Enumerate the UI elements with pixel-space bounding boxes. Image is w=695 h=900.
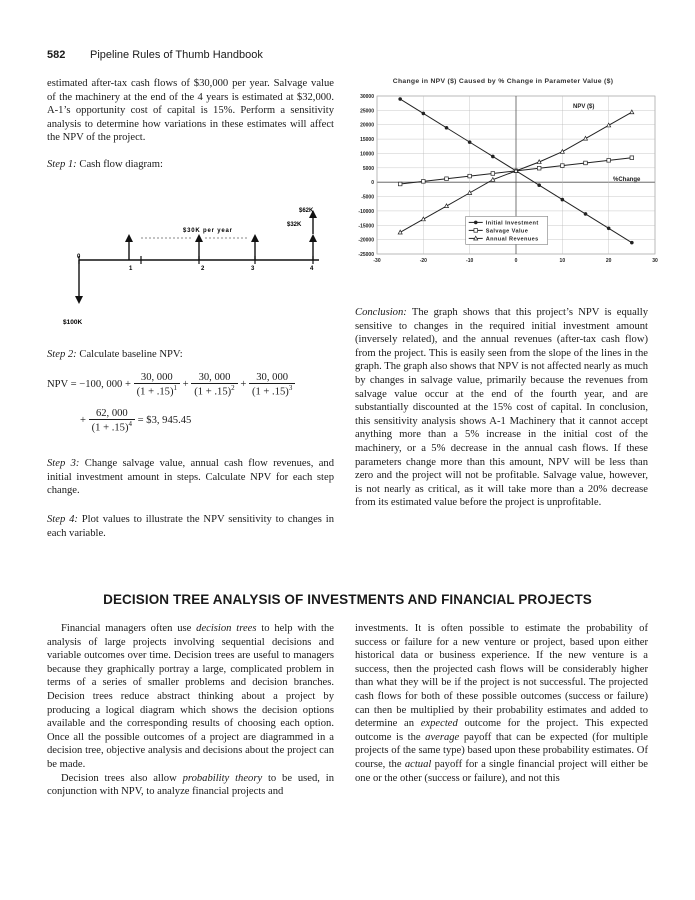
step3-paragraph [47,457,334,498]
step3-text: Change salvage value, annual cash flow revenues, and initial investment amount in steps. Calculate NPV for each step change. [47,458,335,497]
x-tick-label: -20 [419,258,427,264]
plus-sign: + [80,415,86,427]
arrowhead-down [75,296,83,304]
data-point-square [398,182,402,186]
y-tick-label: -15000 [358,223,374,230]
text-run: payoff for a single financial project will either be one or the other (success or failure), and not this [355,758,648,784]
npv-result: = $3, 945.45 [137,415,192,427]
arrowhead-up [125,234,133,242]
y-tick-label: -20000 [358,237,374,244]
npv-term-exponent: 1 [173,384,177,392]
plus-sign: + [182,379,189,391]
legend-label: Annual Revenues [485,236,539,243]
conclusion-paragraph [355,306,648,510]
y-tick-label: -10000 [358,208,374,215]
text-run: to be used, in conjunction with NPV, to analyze financial projects and [47,772,334,798]
y-tick-label: 30000 [360,94,374,100]
data-point-square [445,177,449,181]
legend-label: Initial Investment [485,220,539,227]
cash-flow-diagram [47,196,337,331]
x-tick-label: 30 [652,258,658,264]
legend-label: Salvage Value [485,228,529,235]
npv-formula-line2 [80,408,340,434]
initial-investment-label: $100K [63,319,83,326]
step4-label: Step 4: [47,514,78,525]
npv-term-3 [249,372,295,398]
step4-paragraph [47,513,334,540]
npv-term-exponent: 2 [231,384,235,392]
text-run: Financial managers often use [61,623,197,634]
data-point-square [474,229,478,233]
data-point-square [584,161,588,165]
data-point-square [561,164,565,168]
npv-lhs: NPV = −100, 000 + [47,379,131,391]
plus-sign: + [240,379,247,391]
npv-last-numerator: 62, 000 [89,408,135,420]
conclusion-text: The graph shows that this project’s NPV is equally sensitive to changes in the required initial investment amount (inversely related), and the annual revenues (after-tax cash flow) from the project. This is easily seen from the slope of the lines in the graph. The graph also shows that NPV is not affected nearly as much by changes in salvage value, primarily because the revenues from salvage value occur at the end of the fourth year, and are substantially discounted at the 15% cost of capital. In conclusion, this sensitivity analysis shows A-1 Machinery that it cannot accept anything more than a 5% increase in the initial cost of the machinery, or a 5% decrease in the annual cash flows. If these parameters change more than this amount, NPV will be less than zero and the project will not be profitable. Salvage value, however, is not nearly as critical, as it will take more than a 20% decrease from its estimated value before the project is unprofitable. [355,307,648,509]
data-point-square [422,180,426,184]
emphasis-text: actual [404,758,432,770]
npv-term-numerator: 30, 000 [249,372,295,384]
npv-term-numerator: 30, 000 [134,372,180,384]
y-axis-label: NPV ($) [573,104,595,110]
data-point-square [607,159,611,163]
npv-term-denominator: (1 + .15) [194,386,232,398]
running-header: Pipeline Rules of Thumb Handbook [90,49,263,61]
data-point-circle [422,112,426,116]
intro-paragraph: estimated after-tax cash flows of $30,000 per year. Salvage value of the machinery at the end of the 4 years is estimated at $32,000. A-1’s opportunity cost of capital is 15%. Perform a sensitivity analysis to determine how variations in these estimates will affect the NPV of the project. [47,78,334,144]
data-point-circle [607,227,611,231]
data-point-square [537,166,541,170]
data-point-square [491,172,495,176]
data-point-circle [445,126,449,130]
data-point-square [468,174,472,178]
chart-title: Change in NPV ($) Caused by % Change in Parameter Value ($) [392,78,614,85]
page-number: 582 [47,49,66,61]
data-point-circle [561,198,565,202]
npv-term-4 [89,408,135,434]
step4-text: Plot values to illustrate the NPV sensitivity to changes in each variable. [47,514,334,539]
npv-last-exponent: 4 [128,420,133,428]
arrowhead-up [251,234,259,242]
period-label: 4 [310,266,314,272]
y-tick-label: 20000 [360,122,374,129]
arrowhead-up [195,234,203,242]
text-run: investments. It is often possible to estimate the probability of success or failure for a new venture or project, based upon either historical data or business experience. If the new venture is a success, then the projected cash flows will be considerably higher than what they will be if the project is not successful. The projected cash flows for both of these possible outcomes (success or failure) can then be multiplied by their probability estimates and added to determine an [355,623,648,730]
x-tick-label: -10 [466,258,474,264]
npv-term-2 [191,372,237,398]
data-point-circle [398,97,402,101]
x-tick-label: -30 [373,258,381,264]
emphasis-text: probability theory [182,772,263,784]
data-point-circle [537,183,541,187]
y-tick-label: 15000 [360,137,374,144]
y-tick-label: 10000 [360,151,374,158]
chart-legend [466,216,548,244]
x-tick-label: 20 [605,258,612,264]
paragraph [47,772,334,799]
step2-line [47,348,334,362]
npv-sensitivity-chart [355,74,658,274]
paragraph [47,622,334,772]
step2-text: Calculate baseline NPV: [79,349,183,360]
salvage-label: $32K [287,222,302,228]
step3-label: Step 3: [47,458,80,469]
data-point-circle [630,241,634,245]
arrowhead-up [309,234,317,242]
period-label: 2 [201,266,205,272]
text-run: payoff that can be expected (for multiple projects of the same type) based upon these probability estimates. Of course, the [355,731,648,770]
conclusion-label: Conclusion: [355,307,407,318]
npv-term-exponent: 3 [288,384,293,392]
emphasis-text: expected [420,718,458,730]
x-tick-label: 10 [559,258,566,264]
y-tick-label: -25000 [358,252,374,258]
step2-label: Step 2: [47,349,77,360]
npv-formula-line1 [47,372,347,398]
npv-term-numerator: 30, 000 [191,372,237,384]
period-label: 0 [77,254,81,260]
data-point-circle [491,155,495,159]
period-label: 1 [129,266,133,272]
total-final-label: $62K [299,208,314,214]
period-label: 3 [251,266,255,272]
decision-tree-left-column [47,622,334,799]
data-point-circle [474,221,478,225]
emphasis-text: decision trees [196,623,257,634]
step1-text: Cash flow diagram: [79,159,163,170]
data-point-circle [468,140,472,144]
npv-term-denominator: (1 + .15) [251,386,289,398]
section-heading: DECISION TREE ANALYSIS OF INVESTMENTS AND FINANCIAL PROJECTS [103,592,592,607]
y-tick-label: 0 [371,180,374,187]
data-point-square [630,156,634,160]
data-point-circle [584,212,588,216]
x-tick-label: 0 [514,258,518,264]
text-run: Decision trees also allow [61,772,183,784]
annual-flow-label: $30K per year [183,228,233,234]
y-tick-label: 25000 [360,108,374,115]
decision-tree-right-column [355,622,648,785]
step1-label: Step 1: [47,159,77,170]
y-tick-label: 5000 [362,165,374,172]
npv-term-1 [134,372,180,398]
npv-last-denominator: (1 + .15) [91,422,129,434]
npv-term-denominator: (1 + .15) [136,386,174,398]
text-run: outcome for the project. This expected outcome is the [355,718,648,743]
text-run: to help with the analysis of large projects involving sequential decisions and variable outcomes over time. Decision trees are useful to managers because they graphically portray a large, complicated problem in terms of a series of smaller problems and decision branches. Decision trees reduce abstract thinking about a project by producing a logical diagram which shows the decision options available and the corresponding results of choosing each option. Once all the possible outcomes of a project are diagrammed in a decision tree, objective analysis and decisions about the project can be made. [47,623,334,770]
step1-line [47,158,334,172]
x-axis-label: %Change [613,177,641,183]
emphasis-text: average [425,731,460,743]
y-tick-label: -5000 [361,194,374,201]
